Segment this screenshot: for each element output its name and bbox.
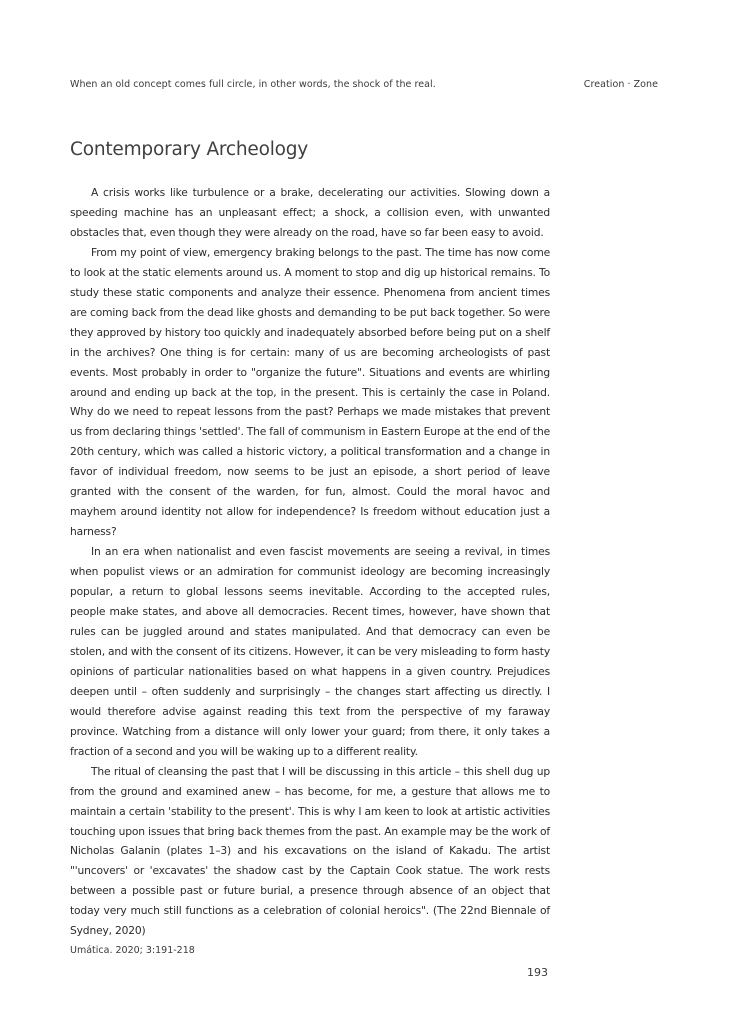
running-header: [70, 79, 658, 90]
journal-citation: Umática. 2020; 3:191-218: [70, 945, 195, 956]
paragraph-4: The ritual of cleansing the past that I will be discussing in this article – this shell dug up from the ground and examined anew – has become, for me, a gesture that allows me to maintain a certain 'stability to the present'. This is why I am keen to look at artistic activities touching upon issues that bring back themes from the past. An example may be the work of Nicholas Galanin (plates 1–3) and his excavations on the island of Kakadu. The artist "'uncovers' or 'excavates' the shadow cast by the Captain Cook statue. The work rests between a possible past or future burial, a presence through absence of an object that today very much still functions as a celebration of colonial heroics". (The 22nd Biennale of Sydney, 2020): [70, 764, 550, 938]
article-title: Contemporary Archeology: [70, 139, 309, 160]
paragraph-1: A crisis works like turbulence or a brake, decelerating our activities. Slowing down a speeding machine has an unpleasant effect; a shock, a collision even, with unwanted obstacles that, even though they were already on the road, have so far been easy to avoid.: [70, 186, 550, 239]
paragraph-2: From my point of view, emergency braking belongs to the past. The time has now come to look at the static elements around us. A moment to stop and dig up historical remains. To study these static components and analyze their essence. Phenomena from ancient times are coming back from the dead like ghosts and demanding to be put back together. So were they approved by history too quickly and inadequately absorbed before being put on a shelf in the archives? One thing is for certain: many of us are becoming archeologists of past events. Most probably in order to "organize the future". Situations and events are whirling around and ending up back at the top, in the present. This is certainly the case in Poland. Why do we need to repeat lessons from the past? Perhaps we made mistakes that prevent us from declaring things 'settled'. The fall of communism in Eastern Europe at the end of the 20th century, which was called a historic victory, a political transformation and a change in favor of individual freedom, now seems to be just an episode, a short period of leave granted with the consent of the warden, for fun, almost. Could the moral havoc and mayhem around identity not allow for independence? Is freedom without education just a harness?: [70, 245, 550, 539]
running-header-right: Creation · Zone: [583, 79, 658, 90]
article-body: [70, 183, 550, 941]
running-header-left: When an old concept comes full circle, in other words, the shock of the real.: [70, 79, 436, 90]
paragraph-3: In an era when nationalist and even fascist movements are seeing a revival, in times when populist views or an admiration for communist ideology are becoming increasingly popular, a return to global lessons seems inevitable. According to the accepted rules, people make states, and above all democracies. Recent times, however, have shown that rules can be juggled around and states manipulated. And that democracy can even be stolen, and with the consent of its citizens. However, it can be very misleading to form hasty opinions of particular nationalities based on what happens in a given country. Prejudices deepen until – often suddenly and surprisingly – the changes start affecting us directly. I would therefore advise against reading this text from the perspective of my faraway province. Watching from a distance will only lower your guard; from there, it only takes a fraction of a second and you will be waking up to a different reality.: [70, 545, 550, 758]
page-number: 193: [527, 966, 548, 979]
